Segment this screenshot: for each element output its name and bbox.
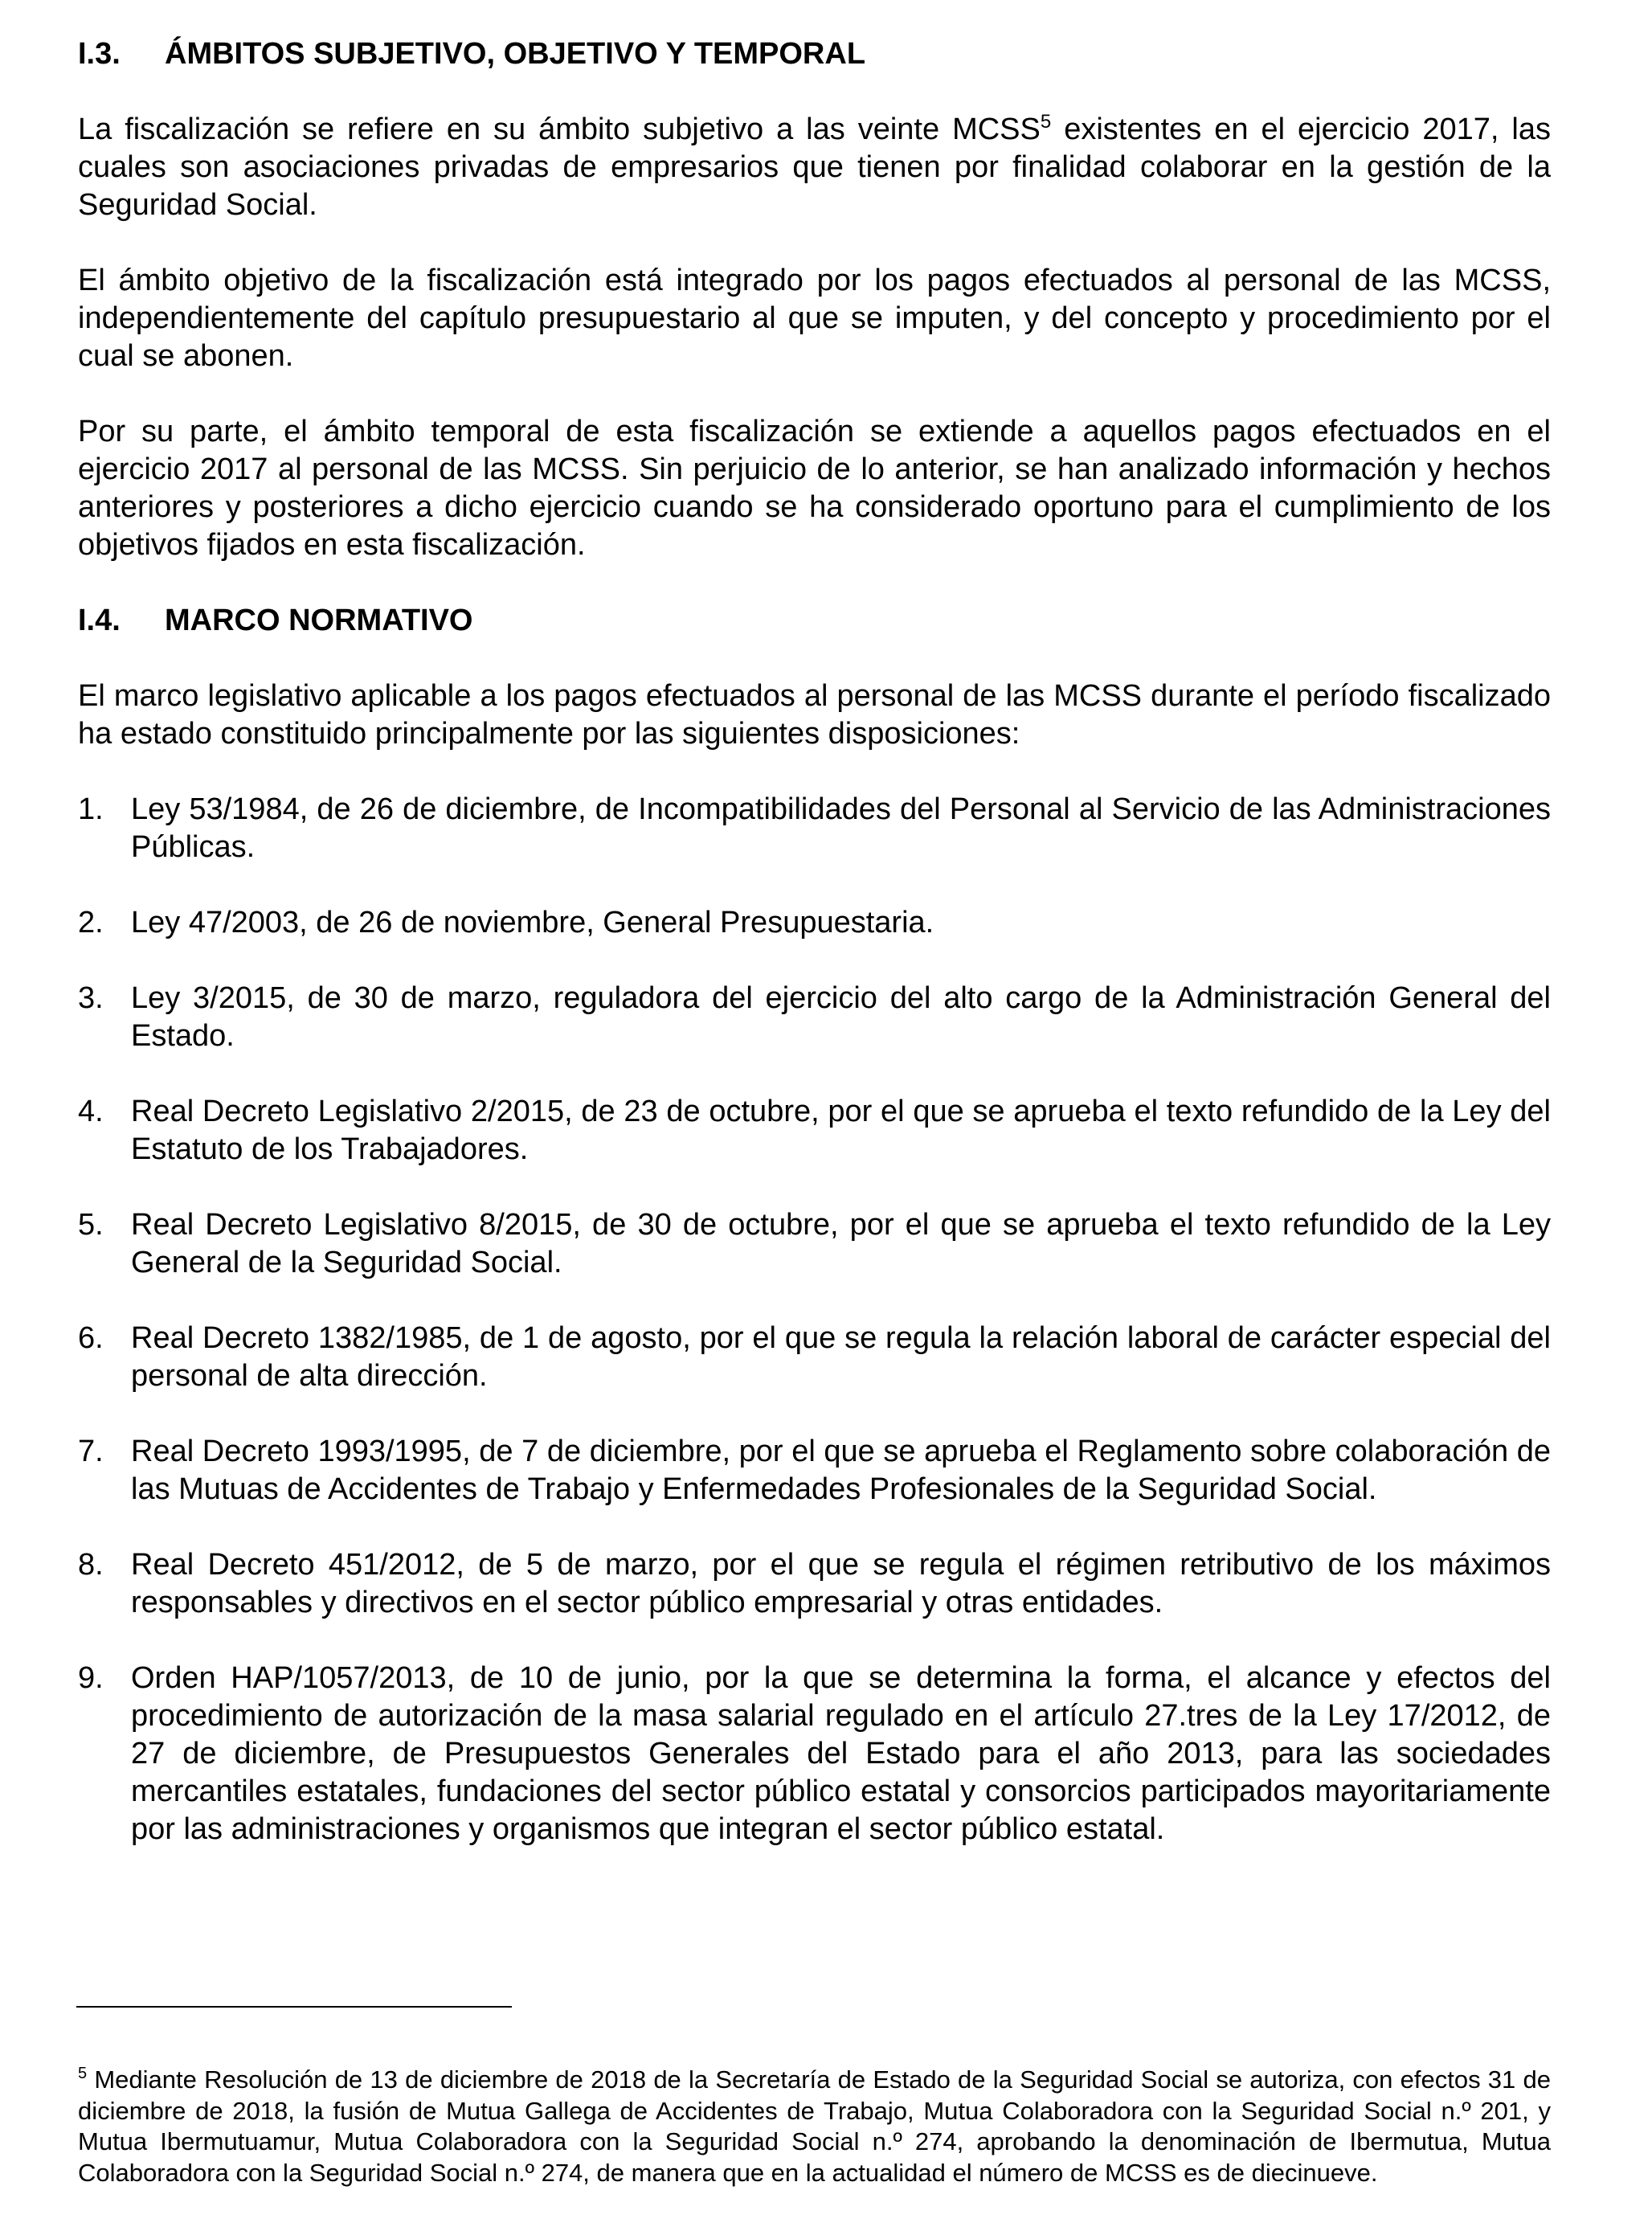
list-item-text: Orden HAP/1057/2013, de 10 de junio, por la que se determina la forma, el alcance y efectos del procedimiento de autorización de la masa salarial regulado en el artículo 27.tres de la Ley 17/2012, de 27 de diciembre, de Presupuestos Generales del Estado para el año 2013, para las sociedades mercantiles estatales, fundaciones del sector público estatal y consorcios participados mayoritariamente por las administraciones y organismos que integran el sector público estatal. bbox=[131, 1661, 1551, 1846]
list-item bbox=[78, 904, 1551, 942]
section-number: I.3. bbox=[78, 37, 121, 71]
section-number: I.4. bbox=[78, 604, 121, 637]
footnote-reference[interactable]: 5 bbox=[1040, 111, 1052, 133]
list-item-number: 5. bbox=[78, 1208, 104, 1242]
footnote-separator bbox=[76, 2006, 512, 2008]
paragraph-temporal-scope: Por su parte, el ámbito temporal de esta fiscalización se extiende a aquellos pagos efectuados en el ejercicio 2017 al personal de las MCSS. Sin perjuicio de lo anterior, se han analizado información y hechos anteriores y posteriores a dicho ejercicio cuando se ha considerado oportuno para el cumplimiento de los objetivos fijados en esta fiscalización. bbox=[78, 415, 1551, 562]
document-page bbox=[78, 35, 1551, 1886]
paragraph-text: La fiscalización se refiere en su ámbito subjetivo a las veinte MCSS bbox=[78, 113, 1041, 146]
list-item-text: Real Decreto Legislativo 8/2015, de 30 de octubre, por el que se aprueba el texto refundido de la Ley General de la Seguridad Social. bbox=[131, 1208, 1551, 1279]
list-item bbox=[78, 1320, 1551, 1395]
list-item-number: 7. bbox=[78, 1435, 104, 1468]
list-item-number: 3. bbox=[78, 981, 104, 1015]
list-item bbox=[78, 1546, 1551, 1622]
list-item-number: 1. bbox=[78, 792, 104, 826]
list-item-text: Real Decreto 451/2012, de 5 de marzo, por el que se regula el régimen retributivo de los máximos responsables y directivos en el sector público empresarial y otras entidades. bbox=[131, 1548, 1551, 1619]
footnote bbox=[78, 2065, 1551, 2189]
paragraph-objective-scope: El ámbito objetivo de la fiscalización está integrado por los pagos efectuados al personal de las MCSS, independientemente del capítulo presupuestario al que se imputen, y del concepto y procedimiento por el cual se abonen. bbox=[78, 264, 1551, 373]
footnote-marker: 5 bbox=[78, 2065, 88, 2082]
list-item-text: Real Decreto 1993/1995, de 7 de diciembre, por el que se aprueba el Reglamento sobre colaboración de las Mutuas de Accidentes de Trabajo y Enfermedades Profesionales de la Seguridad Social. bbox=[131, 1435, 1551, 1506]
list-item bbox=[78, 1093, 1551, 1169]
list-item bbox=[78, 1206, 1551, 1282]
list-item-text: Ley 47/2003, de 26 de noviembre, General Presupuestaria. bbox=[131, 906, 934, 939]
list-item-text: Ley 53/1984, de 26 de diciembre, de Incompatibilidades del Personal al Servicio de las Administraciones Públicas. bbox=[131, 792, 1551, 864]
list-item bbox=[78, 1433, 1551, 1508]
section-title: ÁMBITOS SUBJETIVO, OBJETIVO Y TEMPORAL bbox=[165, 37, 866, 71]
paragraph-text: existentes en el ejercicio 2017, las cuales son asociaciones privadas de empresarios que tienen por finalidad colaborar en la gestión de la Seguridad Social. bbox=[78, 113, 1551, 222]
list-item bbox=[78, 791, 1551, 866]
list-item bbox=[78, 1660, 1551, 1848]
list-item-number: 8. bbox=[78, 1548, 104, 1582]
list-item-number: 9. bbox=[78, 1661, 104, 1695]
list-item-number: 2. bbox=[78, 906, 104, 939]
paragraph-subjective-scope bbox=[78, 111, 1551, 224]
list-item-text: Ley 3/2015, de 30 de marzo, reguladora del ejercicio del alto cargo de la Administración General del Estado. bbox=[131, 981, 1551, 1053]
list-item-text: Real Decreto 1382/1985, de 1 de agosto, por el que se regula la relación laboral de carácter especial del personal de alta dirección. bbox=[131, 1321, 1551, 1393]
list-item-number: 6. bbox=[78, 1321, 104, 1355]
list-item-number: 4. bbox=[78, 1095, 104, 1128]
list-item-text: Real Decreto Legislativo 2/2015, de 23 de octubre, por el que se aprueba el texto refundido de la Ley del Estatuto de los Trabajadores. bbox=[131, 1095, 1551, 1166]
legal-provisions-list bbox=[78, 791, 1551, 1848]
section-heading-i3 bbox=[78, 35, 1551, 73]
paragraph-legal-framework-intro: El marco legislativo aplicable a los pagos efectuados al personal de las MCSS durante el período fiscalizado ha estado constituido principalmente por las siguientes disposiciones: bbox=[78, 679, 1551, 751]
section-title: MARCO NORMATIVO bbox=[165, 604, 473, 637]
footnote-text: Mediante Resolución de 13 de diciembre de 2018 de la Secretaría de Estado de la Seguridad Social se autoriza, con efectos 31 de diciembre de 2018, la fusión de Mutua Gallega de Accidentes de Trabajo, Mutua Colaboradora con la Seguridad Social n.º 201, y Mutua Ibermutuamur, Mutua Colaboradora con la Seguridad Social n.º 274, aprobando la denominación de Ibermutua, Mutua Colaboradora con la Seguridad Social n.º 274, de manera que en la actualidad el número de MCSS es de diecinueve. bbox=[78, 2065, 1551, 2188]
list-item bbox=[78, 980, 1551, 1055]
section-heading-i4 bbox=[78, 602, 1551, 640]
